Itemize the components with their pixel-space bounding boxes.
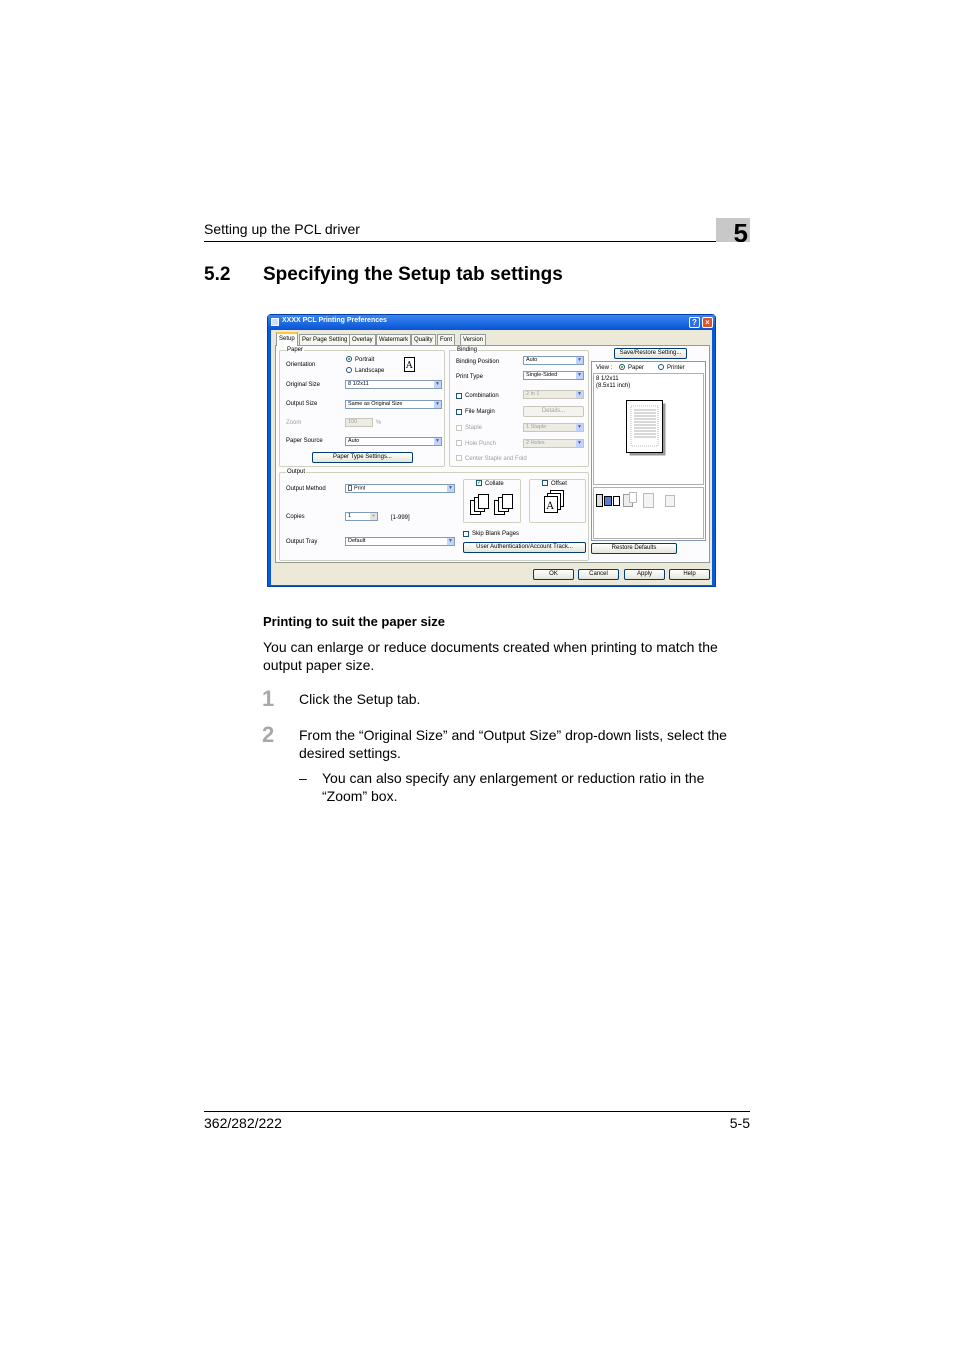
intro-paragraph: You can enlarge or reduce documents created when printing to match the output paper size.: [263, 639, 718, 673]
step-1-number: 1: [262, 686, 275, 711]
printing-preferences-dialog: [267, 314, 716, 587]
printer-app-icon: [271, 318, 279, 326]
help-titlebar-button[interactable]: ?: [689, 317, 700, 328]
portrait-label: Portrait: [355, 357, 375, 363]
help-button[interactable]: Help: [669, 569, 710, 580]
paper-source-value: Auto: [348, 438, 360, 444]
chevron-down-icon: ▼: [435, 381, 440, 387]
view-label: View :: [596, 365, 613, 371]
dialog-titlebar: [268, 315, 715, 330]
document-page-preview-icon: [626, 400, 668, 458]
collate-stack-icon: [470, 490, 516, 520]
apply-button[interactable]: Apply: [624, 569, 665, 580]
footer-rule: [204, 1111, 750, 1112]
step-2-text: From the “Original Size” and “Output Size” drop-down lists, select the desired settings.: [299, 727, 727, 761]
chevron-down-icon: ▼: [448, 485, 453, 491]
svg-text:A: A: [546, 501, 554, 512]
binding-position-label: Binding Position: [456, 359, 500, 365]
original-size-select[interactable]: [345, 380, 442, 389]
tab-overlay[interactable]: Overlay: [349, 334, 376, 345]
tab-version[interactable]: Version: [460, 334, 486, 345]
paper-size-line1: 8 1/2x11: [596, 376, 619, 382]
cancel-button[interactable]: Cancel: [578, 569, 619, 580]
output-size-select[interactable]: [345, 400, 442, 409]
center-staple-checkbox[interactable]: [456, 455, 462, 461]
portrait-radio[interactable]: [346, 356, 352, 362]
details-button[interactable]: Details...: [523, 406, 584, 417]
device-preview-area: [593, 487, 704, 539]
combination-checkbox[interactable]: [456, 393, 462, 399]
chapter-number-badge: 5: [716, 218, 750, 242]
original-size-value: 8 1/2x11: [348, 381, 369, 387]
collate-label: Collate: [485, 481, 504, 487]
output-tray-value: Default: [348, 538, 366, 544]
copies-value: 1: [348, 513, 352, 519]
footer-page-number: 5-5: [729, 1115, 750, 1131]
chevron-down-icon: ▼: [435, 401, 440, 407]
offset-checkbox[interactable]: [542, 480, 548, 486]
zoom-unit: %: [376, 420, 382, 426]
paper-legend: Paper: [287, 347, 304, 353]
zoom-value: 100: [348, 419, 358, 425]
paper-size-line2: (8.5x11 inch): [596, 383, 631, 389]
binding-legend: Binding: [457, 347, 478, 353]
print-icon: [348, 485, 352, 491]
step-1-text: Click the Setup tab.: [299, 691, 421, 707]
offset-box: [529, 479, 586, 523]
binding-position-select[interactable]: [523, 356, 584, 365]
setup-tab-panel: [275, 345, 710, 563]
view-printer-label: Printer: [667, 365, 685, 371]
chevron-down-icon: ▼: [577, 372, 582, 378]
running-header-title: Setting up the PCL driver: [204, 221, 360, 237]
chevron-down-icon: ▼: [577, 440, 582, 446]
staple-value: 1 Staple: [526, 424, 547, 430]
header-rule: [204, 241, 750, 242]
restore-defaults-button[interactable]: Restore Defaults: [591, 543, 677, 554]
tab-per-page-setting[interactable]: Per Page Setting: [299, 334, 350, 345]
chevron-down-icon: ▼: [577, 391, 582, 397]
output-method-value: Print: [354, 485, 366, 492]
output-tray-label: Output Tray: [286, 539, 318, 545]
output-method-select[interactable]: [345, 484, 455, 493]
ok-button[interactable]: OK: [533, 569, 574, 580]
print-type-value: Single-Sided: [526, 372, 558, 378]
output-tray-select[interactable]: [345, 537, 455, 546]
hole-punch-value: 2 Holes: [526, 440, 545, 446]
output-size-value: Same as Original Size: [348, 401, 403, 407]
file-margin-checkbox[interactable]: [456, 409, 462, 415]
collate-checkbox[interactable]: ✓: [477, 480, 483, 486]
staple-label: Staple: [465, 425, 483, 431]
combination-value: 2 in 1: [526, 391, 540, 397]
tab-watermark[interactable]: Watermark: [376, 334, 411, 345]
print-type-select[interactable]: [523, 371, 584, 380]
chevron-down-icon: ▼: [448, 538, 453, 544]
offset-label: Offset: [551, 481, 567, 487]
skip-blank-pages-label: Skip Blank Pages: [472, 531, 520, 537]
view-printer-radio[interactable]: [658, 364, 664, 370]
device-options-icon: [596, 492, 678, 510]
collate-box: [463, 479, 521, 523]
copies-label: Copies: [286, 514, 305, 520]
user-authentication-button[interactable]: User Authentication/Account Track...: [463, 542, 586, 553]
chevron-down-icon: ▼: [577, 424, 582, 430]
original-size-label: Original Size: [286, 382, 321, 388]
paper-source-select[interactable]: [345, 437, 442, 446]
hole-punch-select[interactable]: [523, 439, 584, 448]
substep-text: You can also specify any enlargement or reduction ratio in the “Zoom” box.: [322, 770, 705, 804]
view-paper-label: Paper: [628, 365, 645, 371]
skip-blank-pages-checkbox[interactable]: [463, 531, 469, 537]
offset-stack-icon: [542, 490, 570, 520]
landscape-radio[interactable]: [346, 367, 352, 373]
dialog-title: XXXX PCL Printing Preferences: [282, 317, 387, 324]
center-staple-label: Center Staple and Fold: [465, 456, 527, 462]
paper-group: [279, 347, 445, 467]
file-margin-label: File Margin: [465, 409, 495, 415]
section-title: Specifying the Setup tab settings: [263, 264, 563, 285]
tab-quality[interactable]: Quality: [411, 334, 436, 345]
staple-select[interactable]: [523, 423, 584, 432]
section-number: 5.2: [204, 264, 231, 285]
svg-text:A: A: [406, 361, 413, 371]
print-type-label: Print Type: [456, 374, 483, 380]
tab-font[interactable]: Font: [437, 334, 455, 345]
paper-source-label: Paper Source: [286, 438, 323, 444]
orientation-label: Orientation: [286, 362, 316, 368]
orientation-preview-icon: [404, 357, 415, 372]
preview-pane: [591, 361, 706, 541]
output-legend: Output: [287, 469, 306, 475]
footer-model: 362/282/222: [204, 1115, 282, 1131]
combination-label: Combination: [465, 393, 499, 399]
step-2-number: 2: [262, 722, 275, 747]
paper-preview-area: [593, 373, 704, 485]
zoom-label: Zoom: [286, 420, 302, 426]
paper-type-settings-button[interactable]: Paper Type Settings...: [312, 452, 413, 463]
landscape-label: Landscape: [355, 368, 385, 374]
close-icon[interactable]: ×: [702, 317, 713, 328]
hole-punch-label: Hole Punch: [465, 441, 497, 447]
view-paper-radio[interactable]: [619, 364, 625, 370]
subsection-title: Printing to suit the paper size: [263, 614, 446, 629]
dialog-client-area: [271, 330, 712, 585]
output-size-label: Output Size: [286, 401, 318, 407]
save-restore-setting-button[interactable]: Save/Restore Setting...: [614, 348, 687, 359]
binding-group: [449, 347, 589, 467]
chevron-down-icon: ▼: [577, 357, 582, 363]
hole-punch-checkbox[interactable]: [456, 440, 462, 446]
copies-spinner[interactable]: [345, 512, 378, 521]
output-method-label: Output Method: [286, 486, 326, 492]
tab-setup[interactable]: Setup: [276, 332, 298, 346]
spinner-arrows-icon: ÷: [370, 513, 377, 520]
staple-checkbox[interactable]: [456, 425, 462, 431]
combination-select[interactable]: [523, 390, 584, 399]
binding-position-value: Auto: [526, 357, 538, 363]
substep-dash: –: [299, 770, 307, 786]
output-group: [279, 469, 589, 561]
copies-range: [1-999]: [391, 515, 410, 521]
zoom-spinner[interactable]: [345, 418, 373, 427]
chevron-down-icon: ▼: [435, 438, 440, 444]
